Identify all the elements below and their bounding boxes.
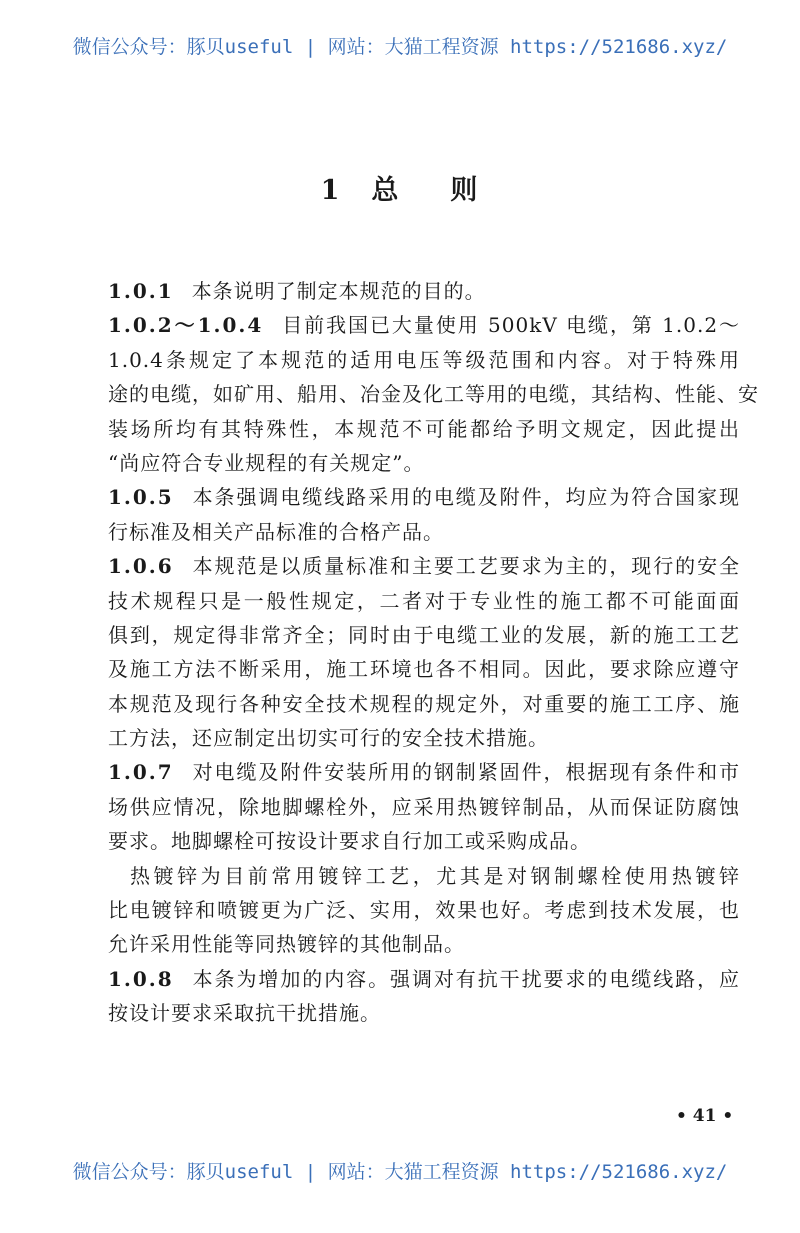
text-line xyxy=(108,859,740,893)
text-line xyxy=(108,996,740,1030)
line-text: 途的电缆，如矿用、船用、冶金及化工等用的电缆，其结构、性能、安 xyxy=(108,382,759,407)
text-line xyxy=(108,446,740,480)
text-line xyxy=(108,274,740,308)
document-body xyxy=(108,274,759,1031)
text-line xyxy=(108,687,740,721)
text-line xyxy=(108,549,740,583)
clause-number: 1.0.1 xyxy=(108,279,174,303)
text-line xyxy=(108,652,740,686)
line-text: 热镀锌为目前常用镀锌工艺，尤其是对钢制螺栓使用热镀锌 xyxy=(130,863,740,888)
line-text: 装场所均有其特殊性，本规范不可能都给予明文规定，因此提出 xyxy=(108,416,740,441)
clause-number: 1.0.5 xyxy=(108,485,174,510)
line-text: 本条强调电缆线路采用的电缆及附件，均应为符合国家现 xyxy=(191,485,740,510)
line-text: “尚应符合专业规程的有关规定”。 xyxy=(108,450,425,475)
text-line xyxy=(108,584,740,618)
text-line xyxy=(108,618,740,652)
line-text: 目前我国已大量使用 500kV 电缆，第 1.0.2～ xyxy=(281,313,740,338)
line-text: 俱到，规定得非常齐全；同时由于电缆工业的发展，新的施工工艺 xyxy=(108,622,740,647)
line-text: 要求。地脚螺栓可按设计要求自行加工或采购成品。 xyxy=(108,829,591,854)
line-text: 本条说明了制定本规范的目的。 xyxy=(191,279,486,303)
chapter-number: 1 xyxy=(320,175,342,206)
text-line xyxy=(108,480,740,514)
clause-paragraph xyxy=(108,480,740,549)
clause-paragraph xyxy=(108,962,740,1031)
text-line xyxy=(108,343,740,377)
line-text: 1.0.4条规定了本规范的适用电压等级范围和内容。对于特殊用 xyxy=(108,347,740,372)
clause-number: 1.0.7 xyxy=(108,760,174,785)
clause-paragraph xyxy=(108,274,740,308)
clause-number: 1.0.8 xyxy=(108,966,174,991)
text-line xyxy=(108,824,740,858)
line-text: 场供应情况，除地脚螺栓外，应采用热镀锌制品，从而保证防腐蚀 xyxy=(108,794,740,819)
chapter-title-word-1: 总 xyxy=(371,175,401,206)
text-line xyxy=(108,377,759,411)
watermark-bottom: 微信公众号：豚贝useful | 网站：大猫工程资源 https://521686.xyz/ xyxy=(72,1161,728,1183)
line-text: 本规范及现行各种安全技术规程的规定外，对重要的施工工序、施 xyxy=(108,691,740,716)
line-text: 本条为增加的内容。强调对有抗干扰要求的电缆线路，应 xyxy=(191,966,740,991)
text-line xyxy=(108,893,740,927)
clause-number: 1.0.2～1.0.4 xyxy=(108,313,264,338)
text-line xyxy=(108,412,740,446)
clause-paragraph xyxy=(108,549,740,755)
clause-number: 1.0.6 xyxy=(108,554,174,579)
line-text: 对电缆及附件安装所用的钢制紧固件，根据现有条件和市 xyxy=(191,760,740,785)
line-text: 工方法，还应制定出切实可行的安全技术措施。 xyxy=(108,726,549,751)
text-line xyxy=(108,721,740,755)
chapter-title xyxy=(0,168,800,207)
watermark-top: 微信公众号：豚贝useful | 网站：大猫工程资源 https://521686.xyz/ xyxy=(72,36,728,58)
line-text: 行标准及相关产品标准的合格产品。 xyxy=(108,519,444,544)
line-text: 及施工方法不断采用，施工环境也各不相同。因此，要求除应遵守 xyxy=(108,657,740,682)
line-text: 比电镀锌和喷镀更为广泛、实用，效果也好。考虑到技术发展，也 xyxy=(108,898,740,923)
text-line xyxy=(108,790,740,824)
text-line xyxy=(108,755,740,789)
text-line xyxy=(108,927,740,961)
text-line xyxy=(108,962,740,996)
chapter-title-word-2: 则 xyxy=(450,175,480,206)
line-text: 技术规程只是一般性规定，二者对于专业性的施工都不可能面面 xyxy=(108,588,740,613)
page-number: • 41 • xyxy=(676,1106,734,1126)
clause-paragraph xyxy=(108,308,759,480)
line-text: 按设计要求采取抗干扰措施。 xyxy=(108,1001,381,1026)
text-line xyxy=(108,515,740,549)
text-line xyxy=(108,308,740,342)
clause-paragraph xyxy=(108,755,740,858)
line-text: 允许采用性能等同热镀锌的其他制品。 xyxy=(108,932,465,957)
clause-paragraph xyxy=(108,859,740,962)
line-text: 本规范是以质量标准和主要工艺要求为主的，现行的安全 xyxy=(191,554,740,579)
